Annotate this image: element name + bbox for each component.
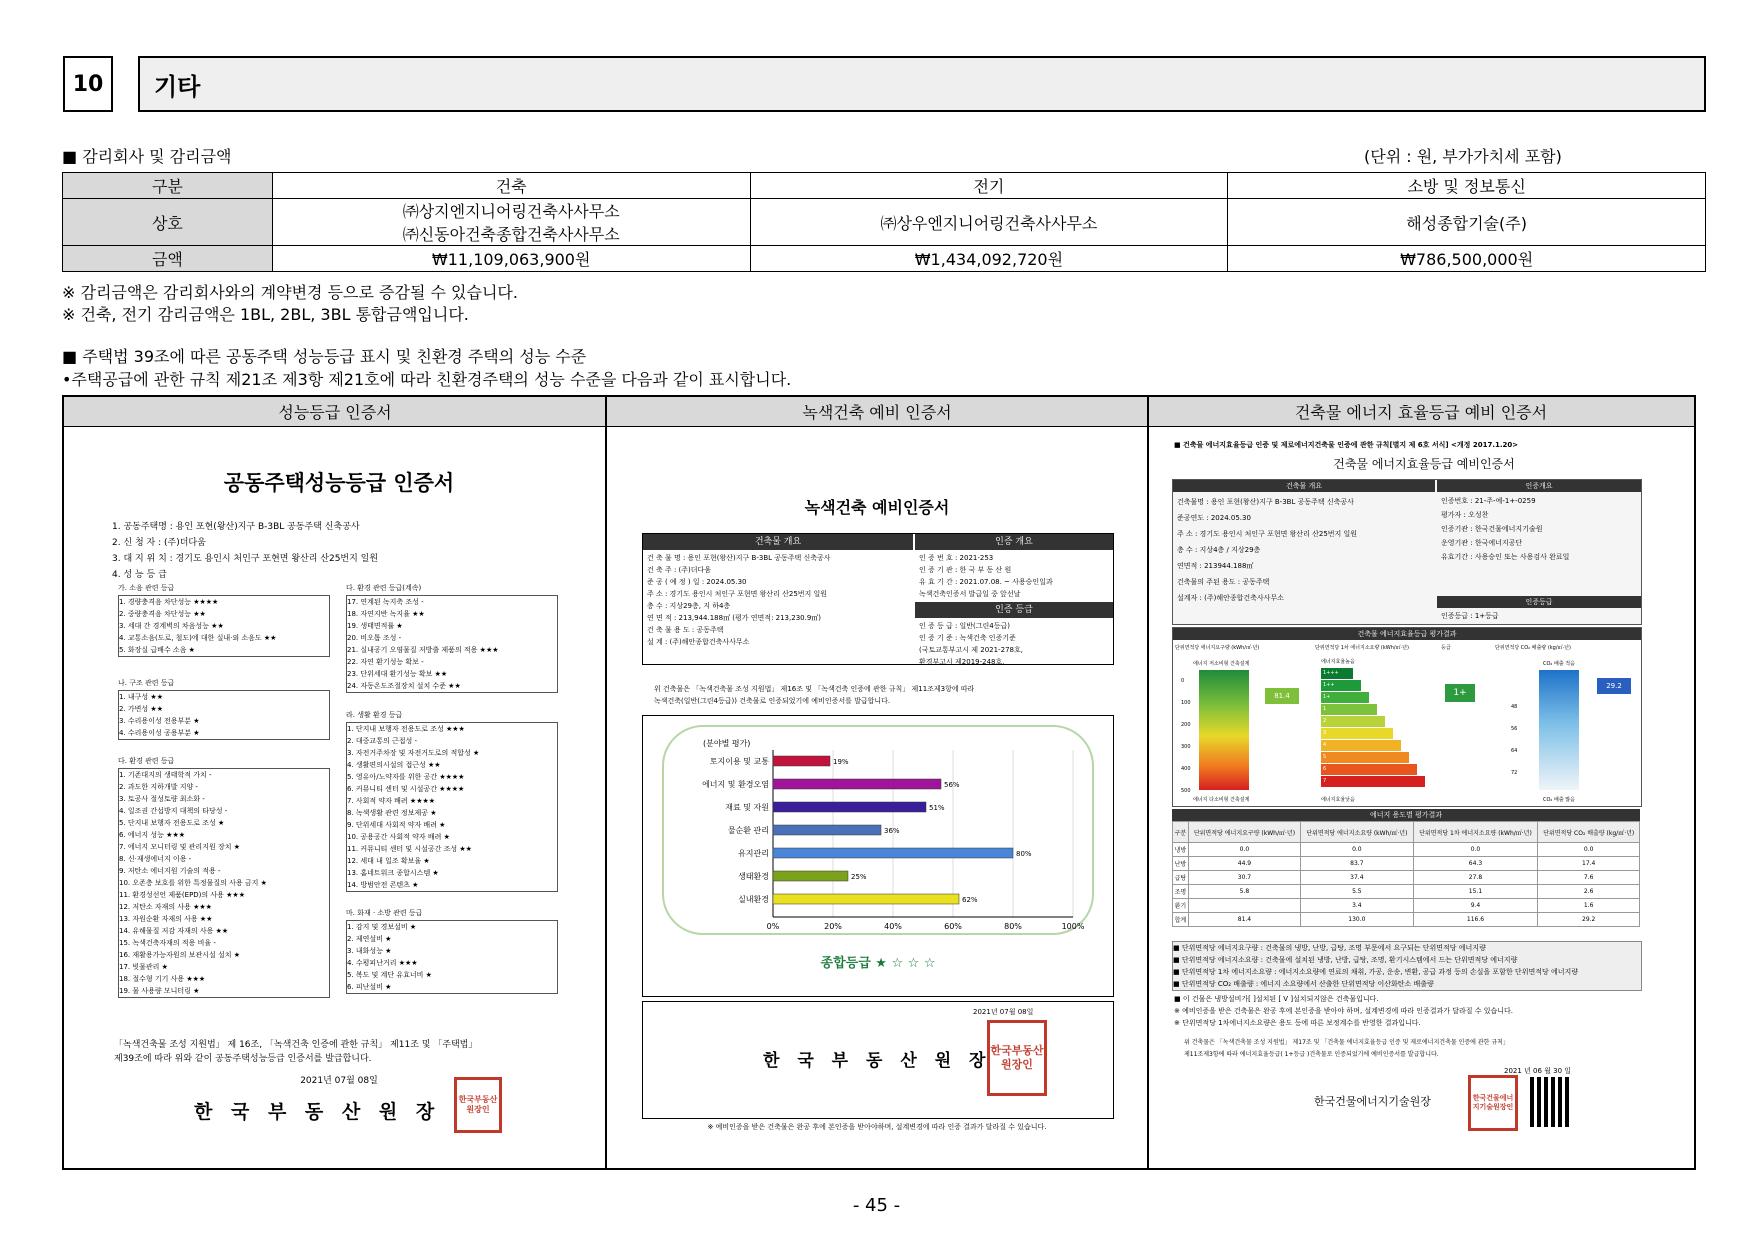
data-label: 19%: [833, 758, 849, 766]
cert1-table-c-title: 다. 환경 관련 등급: [118, 757, 175, 765]
list-item: 18. 자연지반 녹지율 ★★: [347, 610, 425, 618]
supervision-note-2: ※ 건축, 전기 감리금액은 1BL, 2BL, 3BL 통합금액입니다.: [62, 305, 469, 324]
table-cell: 2.6: [1538, 885, 1640, 899]
grade-step: 4: [1321, 740, 1401, 751]
list-item: 14. 방범안전 콘텐츠 ★: [347, 881, 419, 889]
requirement-ticks: [1181, 670, 1197, 802]
list-item: 4. 수평피난거리 ★★★: [347, 959, 418, 967]
tick-label: 300: [1181, 744, 1191, 750]
cert3-cert-header: 인증개요: [1437, 480, 1641, 492]
data-label: 51%: [929, 804, 945, 812]
list-item: 13. 자원순환 자재의 사용 ★★: [119, 915, 213, 923]
cert1-line: 2. 신 청 자 : (주)더다움: [112, 538, 206, 548]
cert2-issuer: 한 국 부 동 산 원 장: [763, 1051, 992, 1071]
cert3-req-bottom: 에너지 다소비형 건축설계: [1193, 797, 1250, 803]
amount-fire: ₩786,500,000원: [1228, 246, 1706, 272]
cert2-building-header: 건축물 개요: [643, 534, 913, 550]
cert3-statement-1: 위 건축물은 「녹색건축물 조성 지원법」 제17조 및 「건축물 에너지효율등급 인증 및 제로에너지건축물 인증에 관한 규칙」: [1184, 1039, 1509, 1046]
list-item: ※ 단위면적당 1차에너지소요량은 용도 등에 따른 보정계수를 반영한 결과입니다.: [1174, 1019, 1421, 1027]
table-cell: 9.4: [1413, 899, 1538, 913]
tick-label: 0: [1181, 678, 1185, 684]
list-item: 9. 저탄소 에너지원 기술의 적용 -: [119, 867, 221, 875]
list-item: 1. 내구성 ★★: [119, 693, 163, 701]
list-item: ■ 이 건물은 냉방설비가[ ]설치된 [ V ]설치되지않은 건축물입니다.: [1174, 995, 1379, 1003]
cert3-notes: [1174, 993, 1640, 1029]
category-label: 실내환경: [738, 895, 769, 904]
list-item: ■ 단위면적당 1차 에너지소요량 : 에너지소요량에 연료의 채취, 가공, 운송, 변환, 공급 과정 등의 손실을 포함한 단위면적당 에너지량: [1173, 968, 1579, 976]
table-cell: 83.7: [1301, 857, 1413, 871]
cert2-description-1: 위 건축물은 「녹색건축물 조성 지원법」 제16조 및 「녹색건축 인증에 관한 규칙」 제11조제3항에 따라: [654, 685, 975, 693]
bar: [773, 802, 926, 812]
table-cell: 0.0: [1413, 843, 1538, 857]
cert1-title: 공동주택성능등급 인증서: [223, 471, 455, 495]
list-item: 2. 과도한 지하개발 지양 -: [119, 783, 198, 791]
cert2-date: 2021년 07월 08일: [973, 1008, 1034, 1016]
cert3-building-header: 건축물 개요: [1173, 480, 1435, 492]
column-header-green: 녹색건축 예비 인증서: [606, 397, 1148, 427]
list-item: 준 공 ( 예 정 ) 일 : 2024.05.30: [647, 578, 747, 586]
list-item: 인증기관 : 한국건물에너지기술원: [1441, 525, 1543, 533]
cert3-use-label: 단위면적당 1차 에너지소요량 (kWh/㎡·년): [1315, 645, 1409, 651]
cert3-usage-box: [1172, 809, 1640, 927]
tick-label: 500: [1181, 788, 1191, 794]
table-row: [63, 199, 1706, 246]
table-cell: 3.4: [1301, 899, 1413, 913]
table-cell: 130.0: [1301, 913, 1413, 927]
cert1-table-f: [346, 920, 558, 994]
cert1-table-c: [118, 768, 330, 998]
grade-step: 2: [1321, 716, 1385, 727]
list-item: 24. 자동온도조절장치 설치 수준 ★★: [347, 682, 461, 690]
bar: [773, 756, 830, 766]
list-item: 12. 저탄소 자재의 사용 ★★★: [119, 903, 212, 911]
data-label: 36%: [884, 827, 900, 835]
list-item: 19. 생태면적률 ★: [347, 622, 403, 630]
chart-title: (분야별 평가): [703, 739, 751, 748]
list-item: 유 효 기 간 : 2021.07.08. ~ 사용승인일과: [919, 578, 1053, 586]
table-header-row: [63, 173, 1706, 199]
list-item: 연 면 적 : 213,944.188㎡ (평가 연면적: 213,230.9㎡): [647, 614, 822, 622]
cert1-issuer: 한 국 부 동 산 원 장: [194, 1101, 441, 1123]
table-header-row: [1173, 822, 1640, 843]
table-cell: 27.8: [1413, 871, 1538, 885]
table-cell: 단위면적당 1차 에너지소요량 (kWh/㎡·년): [1413, 822, 1538, 843]
list-item: 건 축 물 명 : 용인 포현(왕산)지구 B-3BL 공동주택 신축공사: [647, 554, 831, 562]
list-item: 10. 오존층 보호를 위한 특정물질의 사용 금지 ★: [119, 879, 267, 887]
list-item: 7. 에너지 모니터링 및 관리지원 장치 ★: [119, 843, 240, 851]
cert2-footnote: ※ 예비인증을 받은 건축물은 완공 후에 본인증을 받아야하며, 설계변경에 따라 인증 결과가 달라질 수 있습니다.: [707, 1123, 1047, 1131]
cert2-description-2: 녹색건축(일반(그린4등급)) 건축물로 인증되었기에 예비인증서를 발급합니다.: [654, 697, 891, 705]
page-number: - 45 -: [852, 1195, 901, 1216]
list-item: 10. 공용공간 사회적 약자 배려 ★: [347, 833, 450, 841]
list-item: 4. 일조권 간섭방지 대책의 타당성 -: [119, 807, 228, 815]
table-cell: 7.6: [1538, 871, 1640, 885]
co2-marker: 29.2: [1597, 678, 1631, 694]
tick-label: 100%: [1061, 922, 1085, 931]
tick-label: 40%: [884, 922, 902, 931]
list-item: 3. 자전거주차장 및 자전거도로의 적합성 ★: [347, 749, 480, 757]
bar: [773, 894, 959, 904]
table-row: [1173, 885, 1640, 899]
cert2-chart-box: [642, 715, 1114, 997]
column-header-performance: 성능등급 인증서: [64, 397, 606, 427]
amount-electric: ₩1,434,092,720원: [750, 246, 1228, 272]
table-cell: 1.6: [1538, 899, 1640, 913]
table-cell: 냉방: [1173, 843, 1189, 857]
cert1-table-e-title: 라. 생활 환경 등급: [346, 711, 403, 719]
cert1-table-f-title: 마. 화재 · 소방 관련 등급: [346, 909, 423, 917]
grade-step: 1: [1321, 704, 1377, 715]
co2-gradient-bar: [1539, 670, 1579, 790]
cert2-issue-box: [642, 1001, 1114, 1119]
list-item: 9. 단위세대 사회적 약자 배려 ★: [347, 821, 446, 829]
cert1-table-d-title: 다. 환경 관련 등급(계속): [346, 584, 422, 592]
list-item: 8. 신·재생에너지 이용 -: [119, 855, 192, 863]
list-item: 건 축 주 : (주)더다움: [647, 566, 712, 574]
list-item: 인 증 번 호 : 2021-253: [919, 554, 994, 562]
cert3-eff-bottom: 에너지효율낮음: [1321, 797, 1355, 803]
list-item: 운영기관 : 한국에너지공단: [1441, 539, 1523, 547]
header-electric: 전기: [750, 173, 1228, 199]
list-item: 15. 녹색건축자재의 적용 비율 -: [119, 939, 216, 947]
certificate-grid: [62, 395, 1696, 1170]
list-item: 14. 유해물질 저감 자재의 사용 ★★: [119, 927, 229, 935]
table-row: [1173, 857, 1640, 871]
cert3-grade-header: 인증등급: [1437, 596, 1641, 608]
cert3-grade-value: 인증등급 : 1+등급: [1441, 612, 1499, 620]
cert1-table-e: [346, 722, 558, 892]
amount-label: 금액: [63, 246, 273, 272]
list-item: 22. 자연 환기성능 확보 -: [347, 658, 424, 666]
list-item: 유효기간 : 사용승인 또는 사용검사 완료일: [1441, 553, 1570, 561]
list-item: 3. 내화성능 ★: [347, 947, 392, 955]
cert1-table-a: [118, 595, 330, 657]
list-item: 2. 중량충격음 차단성능 ★★: [119, 610, 206, 618]
table-cell: 64.3: [1413, 857, 1538, 871]
section-title: 기타: [138, 56, 1706, 112]
cert3-cert-info: [1441, 494, 1639, 564]
cert3-usage-header: 에너지 용도별 평가결과: [1172, 809, 1640, 821]
company-label: 상호: [63, 199, 273, 246]
table-row: [63, 246, 1706, 272]
list-item: 12. 세대 내 일조 확보율 ★: [347, 857, 430, 865]
cert3-definitions: [1172, 941, 1642, 991]
list-item: 3. 토공사 절성토량 최소화 -: [119, 795, 205, 803]
company-arch-2: ㈜신동아건축종합건축사사무소: [402, 225, 620, 244]
list-item: 16. 재활용가능자원의 보관시설 설치 ★: [119, 951, 240, 959]
cert3-req-top: 에너지 저소비형 건축설계: [1193, 661, 1250, 667]
energy-usage-table: [1172, 821, 1640, 927]
cert1-seal: 한국부동산원장인: [454, 1077, 502, 1133]
list-item: 2. 가변성 ★★: [119, 705, 163, 713]
cert2-cert-info: [919, 552, 1111, 600]
tick-label: 60%: [944, 922, 962, 931]
section-number: 10: [63, 56, 113, 112]
table-cell: [1188, 899, 1300, 913]
table-row: [1173, 871, 1640, 885]
grade-step: 1+++: [1321, 668, 1353, 679]
bar: [773, 779, 941, 789]
supervision-unit: (단위 : 원, 부가가치세 포함): [1364, 147, 1562, 166]
column-divider: [605, 397, 607, 1168]
company-fire: 해성종합기술(주): [1228, 199, 1706, 246]
list-item: 19. 물 사용량 모니터링 ★: [119, 987, 200, 995]
table-cell: 합계: [1173, 913, 1189, 927]
tick-label: 80%: [1004, 922, 1022, 931]
list-item: 5. 복도 및 계단 유효너비 ★: [347, 971, 432, 979]
tick-label: 200: [1181, 722, 1191, 728]
header-fire: 소방 및 정보통신: [1228, 173, 1706, 199]
list-item: 3. 수리용이성 전용부분 ★: [119, 717, 200, 725]
cert3-co2-top: CO₂ 배출 적음: [1543, 661, 1575, 667]
tick-label: 48: [1511, 704, 1518, 710]
list-item: 설계자 : (주)해안종합건축사사무소: [1177, 594, 1284, 602]
table-cell: 환기: [1173, 899, 1189, 913]
grade-step: 1+: [1321, 692, 1369, 703]
category-label: 재료 및 자원: [725, 803, 769, 812]
list-item: 환경부고시 제2019-248호,: [919, 658, 1005, 666]
list-item: 평가자 : 오성찬: [1441, 511, 1489, 519]
list-item: 건축물명 : 용인 포현(왕산)지구 B-3BL 공동주택 신축공사: [1177, 498, 1354, 506]
cert3-co2-bottom: CO₂ 배출 많음: [1543, 797, 1575, 803]
table-cell: 0.0: [1301, 843, 1413, 857]
grade-step: 5: [1321, 752, 1409, 763]
supervision-table: [62, 172, 1706, 272]
cert2-summary-box: [642, 533, 1114, 665]
cert1-table-a-title: 가. 소음 관련 등급: [118, 584, 175, 592]
table-cell: 단위면적당 CO₂ 배출량 (kg/㎡·년): [1538, 822, 1640, 843]
list-item: 4. 생활편의시설의 접근성 ★★: [347, 761, 441, 769]
cert1-table-d: [346, 595, 558, 693]
table-cell: 81.4: [1188, 913, 1300, 927]
list-item: 인증번호 : 21-주-예-1+-0259: [1441, 497, 1536, 505]
table-row: [1173, 913, 1640, 927]
tick-label: 400: [1181, 766, 1191, 772]
list-item: 준공연도 : 2024.05.30: [1177, 514, 1251, 522]
table-cell: 단위면적당 에너지소요량 (kWh/㎡·년): [1301, 822, 1413, 843]
data-label: 80%: [1016, 850, 1032, 858]
cert2-grade-header: 인증 등급: [915, 602, 1113, 618]
category-label: 유지관리: [738, 849, 769, 858]
cert2-grade-info: [919, 620, 1111, 668]
cert1-line: 1. 공동주택명 : 용인 포현(왕산)지구 B-3BL 공동주택 신축공사: [112, 522, 360, 532]
field-evaluation-chart: [643, 722, 1113, 942]
energy-certificate: [1164, 437, 1684, 1157]
list-item: ■ 단위면적당 에너지소요량 : 건축물에 설치된 냉방, 난방, 급탕, 조명, 환기시스템에서 드는 단위면적당 에너지량: [1173, 956, 1518, 964]
table-cell: 17.4: [1538, 857, 1640, 871]
bar: [773, 848, 1013, 858]
cert1-footer-1: 「녹색건축물 조성 지원법」 제 16조, 「녹색건축 인증에 관한 규칙」 제11조 및 「주택법」: [114, 1040, 478, 1050]
tick-label: 64: [1511, 748, 1518, 754]
table-cell: 29.2: [1538, 913, 1640, 927]
list-item: 23. 단위세대 환기성능 확보 ★★: [347, 670, 448, 678]
list-item: 1. 기존대지의 생태학적 가치 -: [119, 771, 212, 779]
grade-step: 1++: [1321, 680, 1361, 691]
cert2-cert-header: 인증 개요: [915, 534, 1113, 550]
cert2-building-info: [647, 552, 913, 648]
table-cell: 44.9: [1188, 857, 1300, 871]
bar: [773, 871, 848, 881]
category-label: 토지이용 및 교통: [709, 757, 769, 766]
cert3-eval-header: 건축물 에너지효율등급 평가결과: [1173, 628, 1641, 640]
table-cell: 30.7: [1188, 871, 1300, 885]
cert2-total-grade: 종합등급 ★ ☆ ☆ ☆: [820, 956, 936, 971]
company-electric: ㈜상우엔지니어링건축사사무소: [750, 199, 1228, 246]
list-item: 20. 비오톱 조성 -: [347, 634, 402, 642]
list-item: 17. 빗물관리 ★: [119, 963, 168, 971]
list-item: 인 증 기 관 : 한 국 부 동 산 원: [919, 566, 1012, 574]
table-cell: 단위면적당 에너지요구량 (kWh/㎡·년): [1188, 822, 1300, 843]
list-item: 1. 경량충격음 차단성능 ★★★★: [119, 598, 219, 606]
cert3-seal: 한국건물에너지기술원장인: [1468, 1075, 1518, 1131]
grade-step: 7: [1321, 776, 1425, 787]
amount-architecture: ₩11,109,063,900원: [272, 246, 750, 272]
table-cell: 구분: [1173, 822, 1189, 843]
table-cell: 급탕: [1173, 871, 1189, 885]
grade-step: 3: [1321, 728, 1393, 739]
cert1-table-b-title: 나. 구조 관련 등급: [118, 679, 175, 687]
list-item: 층 수 : 지상4층 / 지상29층: [1177, 546, 1261, 554]
list-item: 5. 단지내 보행자 전용도로 조성 ★: [119, 819, 225, 827]
cert1-line: 4. 성 능 등 급: [112, 570, 167, 580]
list-item: 5. 영유아/노약자를 위한 공간 ★★★★: [347, 773, 465, 781]
cert1-line: 3. 대 지 위 치 : 경기도 용인시 처인구 포현면 왕산리 산25번지 일원: [112, 554, 379, 564]
cert2-title: 녹색건축 예비인증서: [804, 498, 950, 517]
column-header-energy: 건축물 에너지 효율등급 예비 인증서: [1148, 397, 1694, 427]
table-cell: 조명: [1173, 885, 1189, 899]
header-architecture: 건축: [272, 173, 750, 199]
cert3-statement-2: 제11조제3항에 따라 에너지효율등급( 1+등급 )건축물로 인증되었기에 예비인증서를 발급합니다.: [1184, 1051, 1439, 1058]
cert1-table-b: [118, 690, 330, 740]
list-item: 4. 교통소음(도로, 철도)에 대한 실내·외 소음도 ★★: [119, 634, 277, 642]
table-cell: 0.0: [1188, 843, 1300, 857]
qr-code: [1530, 1077, 1572, 1127]
cert3-summary-box: [1172, 479, 1642, 625]
list-item: 인 증 등 급 : 일반(그린4등급): [919, 622, 1011, 630]
list-item: 21. 실내공기 오염물질 저방출 제품의 적용 ★★★: [347, 646, 499, 654]
list-item: 인 증 기 준 : 녹색건축 인증기준: [919, 634, 1016, 642]
cert3-co2-label: 단위면적당 CO₂ 배출량 (kg/㎡·년): [1495, 645, 1571, 651]
table-cell: 15.1: [1413, 885, 1538, 899]
grade-marker: 1+: [1445, 684, 1475, 702]
performance-subheading: •주택공급에 관한 규칙 제21조 제3항 제21호에 따라 친환경주택의 성능 수준을 다음과 같이 표시합니다.: [62, 370, 792, 389]
supervision-heading: ■ 감리회사 및 감리금액: [62, 147, 232, 166]
requirement-gradient-bar: [1199, 670, 1249, 790]
table-cell: 5.5: [1301, 885, 1413, 899]
bar: [773, 825, 881, 835]
list-item: 설 계 : (주)해안종합건축사사무소: [647, 638, 750, 646]
table-cell: 116.6: [1413, 913, 1538, 927]
tick-label: 72: [1511, 770, 1518, 776]
cert3-top-note: ■ 건축물 에너지효율등급 인증 및 제로에너지건축물 인증에 관한 규칙[별지 제 6호 서식] <개정 2017.1.20>: [1174, 441, 1519, 449]
table-cell: 37.4: [1301, 871, 1413, 885]
list-item: 11. 환경성선언 제품(EPD)의 사용 ★★★: [119, 891, 245, 899]
column-divider: [1147, 397, 1149, 1168]
tick-label: 56: [1511, 726, 1518, 732]
list-item: 18. 절수형 기기 사용 ★★★: [119, 975, 206, 983]
list-item: 녹색건축인증서 발급일 중 앞선날: [919, 590, 1021, 598]
company-arch-1: ㈜상지엔지니어링건축사사무소: [402, 202, 620, 221]
list-item: 11. 커뮤니티 센터 및 시설공간 조성 ★★: [347, 845, 472, 853]
data-label: 25%: [851, 873, 867, 881]
list-item: 6. 에너지 성능 ★★★: [119, 831, 185, 839]
table-cell: 5.8: [1188, 885, 1300, 899]
category-label: 생태환경: [738, 872, 769, 881]
list-item: ■ 단위면적당 에너지요구량 : 건축물의 냉방, 난방, 급탕, 조명 부문에서 요구되는 단위면적당 에너지량: [1173, 944, 1486, 952]
cert3-evaluation-box: [1172, 627, 1642, 807]
cert3-issuer: 한국건물에너지기술원장: [1314, 1095, 1431, 1108]
green-certificate: [634, 437, 1120, 1147]
list-item: 17. 연계된 녹지축 조성 -: [347, 598, 424, 606]
list-item: 8. 녹색생활 관련 정보제공 ★: [347, 809, 437, 817]
list-item: 2. 대중교통의 근접성 -: [347, 737, 417, 745]
cert2-seal: 한국부동산원장인: [987, 1020, 1047, 1096]
list-item: 건축물의 주된 용도 : 공동주택: [1177, 578, 1270, 586]
cert3-date: 2021 년 06 월 30 일: [1504, 1067, 1572, 1075]
category-label: 물순환 관리: [727, 826, 769, 835]
list-item: 1. 단지내 보행자 전용도로 조성 ★★★: [347, 725, 465, 733]
table-cell: 난방: [1173, 857, 1189, 871]
table-cell: 0.0: [1538, 843, 1640, 857]
grade-step: 6: [1321, 764, 1417, 775]
list-item: 13. 홈네트워크 종합시스템 ★: [347, 869, 439, 877]
list-item: 4. 수리용이성 공용부분 ★: [119, 729, 200, 737]
table-row: [1173, 843, 1640, 857]
header-category: 구분: [63, 173, 273, 199]
performance-heading: ■ 주택법 39조에 따른 공동주택 성능등급 표시 및 친환경 주택의 성능 수준: [62, 347, 587, 366]
requirement-marker: 81.4: [1265, 688, 1299, 704]
list-item: 주 소 : 경기도 용인시 처인구 포현면 왕산리 산25번지 일원: [647, 590, 828, 598]
tick-label: 0%: [766, 922, 780, 931]
list-item: 6. 커뮤니티 센터 및 시설공간 ★★★★: [347, 785, 465, 793]
list-item: 건 축 물 용 도 : 공동주택: [647, 626, 724, 634]
performance-certificate: [94, 437, 584, 1137]
tick-label: 100: [1181, 700, 1191, 706]
category-label: 에너지 및 환경오염: [702, 780, 769, 789]
cert3-req-label: 단위면적당 에너지요구량 (kWh/㎡·년): [1175, 645, 1260, 651]
supervision-note-1: ※ 감리금액은 감리회사와의 계약변경 등으로 증감될 수 있습니다.: [62, 283, 518, 302]
cert3-eff-top: 에너지효율높음: [1321, 659, 1355, 665]
list-item: ■ 단위면적당 CO₂ 배출량 : 에너지 소요량에서 산출한 단위면적당 이산화탄소 배출량: [1173, 980, 1434, 988]
co2-ticks: [1511, 696, 1531, 784]
data-label: 56%: [944, 781, 960, 789]
list-item: 3. 세대 간 경계벽의 차음성능 ★★: [119, 622, 224, 630]
list-item: 5. 화장실 급배수 소음 ★: [119, 646, 195, 654]
list-item: (국토교통부고시 제 2021-278호,: [919, 646, 1023, 654]
list-item: 7. 사회적 약자 배려 ★★★★: [347, 797, 436, 805]
list-item: 6. 피난설비 ★: [347, 983, 392, 991]
cert3-title: 건축물 에너지효율등급 예비인증서: [1333, 457, 1515, 471]
cert1-date: 2021년 07월 08일: [300, 1076, 378, 1086]
list-item: 층 수 : 지상29층, 지 하4층: [647, 602, 731, 610]
cert1-footer-2: 제39조에 따라 위와 같이 공동주택성능등급 인증서를 발급합니다.: [114, 1054, 372, 1064]
data-label: 62%: [962, 896, 978, 904]
cert3-building-info: [1177, 494, 1435, 606]
list-item: 주 소 : 경기도 용인시 처인구 포현면 왕산리 산25번지 일원: [1177, 530, 1358, 538]
list-item: 연면적 : 213944.188㎡: [1177, 562, 1254, 570]
table-row: [1173, 899, 1640, 913]
list-item: 2. 제연설비 ★: [347, 935, 392, 943]
tick-label: 20%: [824, 922, 842, 931]
list-item: ※ 예비인증을 받은 건축물은 완공 후에 본인증을 받아야 하며, 설계변경에 따라 인증결과가 달라질 수 있습니다.: [1174, 1007, 1513, 1015]
list-item: 1. 감지 및 경보설비 ★: [347, 923, 417, 931]
company-architecture: [272, 199, 750, 246]
cert3-grade-label: 등급: [1441, 645, 1451, 651]
grade-steps: [1321, 668, 1431, 792]
